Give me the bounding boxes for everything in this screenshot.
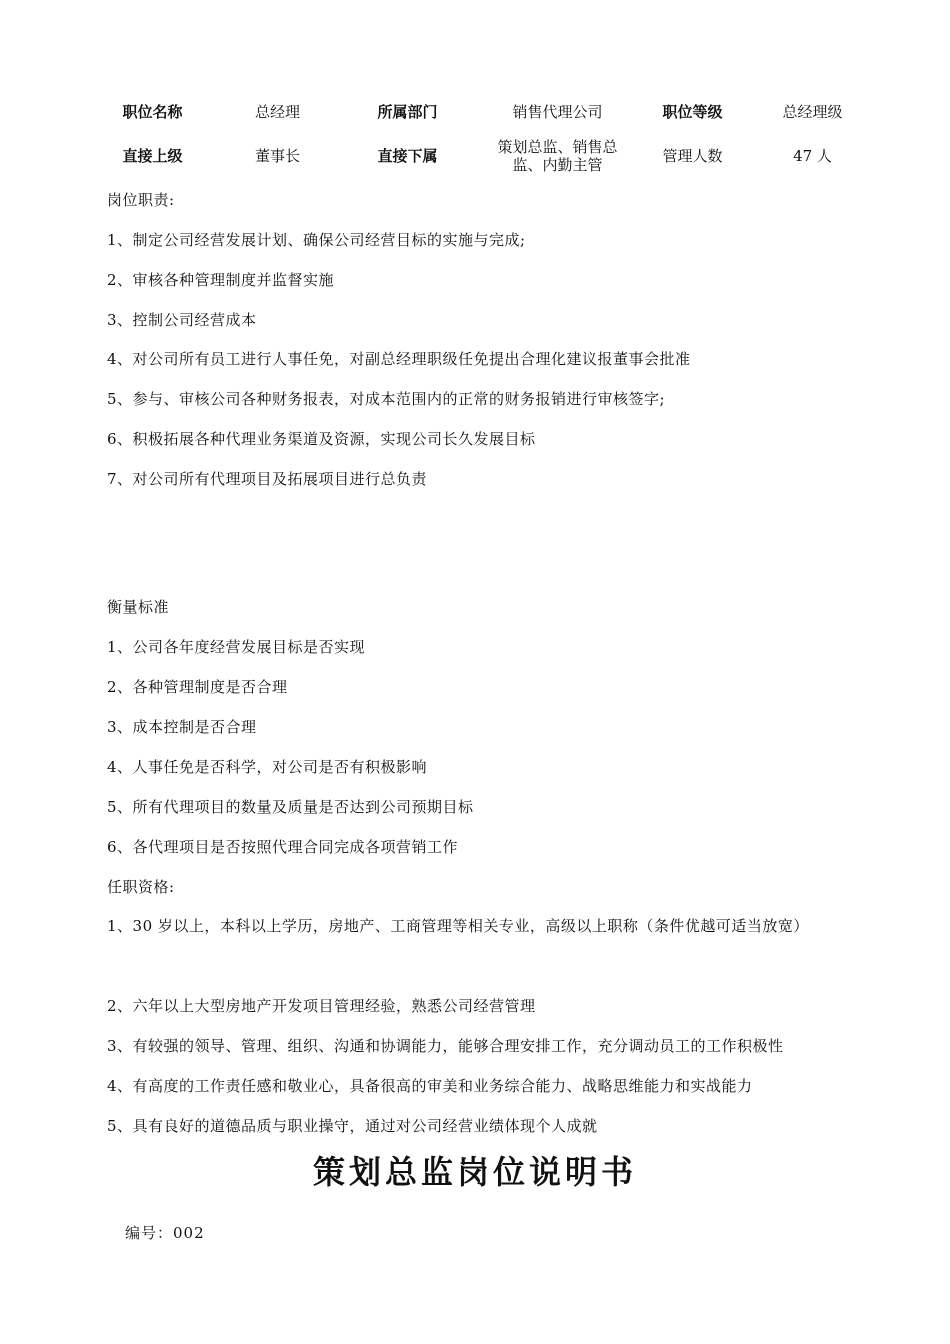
qualification-item: 5、具有良好的道德品质与职业操守，通过对公司经营业绩体现个人成就 — [107, 1117, 598, 1135]
document-number: 编号：002 — [125, 1224, 205, 1242]
managed-count-label: 管理人数 — [662, 147, 723, 165]
standard-item: 4、人事任免是否科学，对公司是否有积极影响 — [107, 758, 428, 776]
subordinate-value — [485, 134, 630, 178]
qualifications-heading: 任职资格: — [107, 878, 175, 896]
subordinate-value-line1: 策划总监、销售总 — [497, 138, 618, 156]
qualification-item: 2、六年以上大型房地产开发项目管理经验，熟悉公司经营管理 — [107, 997, 536, 1015]
position-name-value: 总经理 — [254, 103, 300, 121]
info-row-1 — [80, 90, 870, 134]
duty-item: 4、对公司所有员工进行人事任免，对副总经理职级任免提出合理化建议报董事会批准 — [107, 350, 691, 368]
grade-label: 职位等级 — [662, 103, 723, 121]
subordinate-value-line2: 监、内勤主管 — [512, 156, 603, 174]
duty-item: 6、积极拓展各种代理业务渠道及资源，实现公司长久发展目标 — [107, 430, 536, 448]
duty-item: 1、制定公司经营发展计划、确保公司经营目标的实施与完成; — [107, 231, 526, 249]
qualification-item: 1、30 岁以上，本科以上学历，房地产、工商管理等相关专业，高级以上职称（条件优越可适当放宽） — [107, 917, 809, 935]
standard-item: 6、各代理项目是否按照代理合同完成各项营销工作 — [107, 838, 459, 856]
standard-item: 1、公司各年度经营发展目标是否实现 — [107, 638, 366, 656]
position-name-label: 职位名称 — [122, 103, 183, 121]
duty-item: 5、参与、审核公司各种财务报表，对成本范围内的正常的财务报销进行审核签字; — [107, 390, 666, 408]
department-value: 销售代理公司 — [512, 103, 603, 121]
managed-count-value: 47 人 — [793, 147, 832, 165]
duties-heading: 岗位职责: — [107, 191, 175, 209]
department-label: 所属部门 — [377, 103, 438, 121]
subordinate-label: 直接下属 — [377, 147, 438, 165]
superior-value: 董事长 — [254, 147, 300, 165]
position-info-table — [80, 90, 870, 178]
duty-item: 2、审核各种管理制度并监督实施 — [107, 271, 335, 289]
grade-value: 总经理级 — [782, 103, 843, 121]
qualification-item: 4、有高度的工作责任感和敬业心，具备很高的审美和业务综合能力、战略思维能力和实战能力 — [107, 1077, 753, 1095]
standard-item: 3、成本控制是否合理 — [107, 718, 257, 736]
info-row-2 — [80, 134, 870, 178]
duty-item: 7、对公司所有代理项目及拓展项目进行总负责 — [107, 470, 428, 488]
qualification-item: 3、有较强的领导、管理、组织、沟通和协调能力，能够合理安排工作，充分调动员工的工作积极性 — [107, 1037, 784, 1055]
standards-heading: 衡量标准 — [107, 598, 170, 616]
standard-item: 2、各种管理制度是否合理 — [107, 678, 288, 696]
standard-item: 5、所有代理项目的数量及质量是否达到公司预期目标 — [107, 798, 474, 816]
superior-label: 直接上级 — [122, 147, 183, 165]
duty-item: 3、控制公司经营成本 — [107, 311, 257, 329]
document-title: 策划总监岗位说明书 — [312, 1153, 637, 1191]
